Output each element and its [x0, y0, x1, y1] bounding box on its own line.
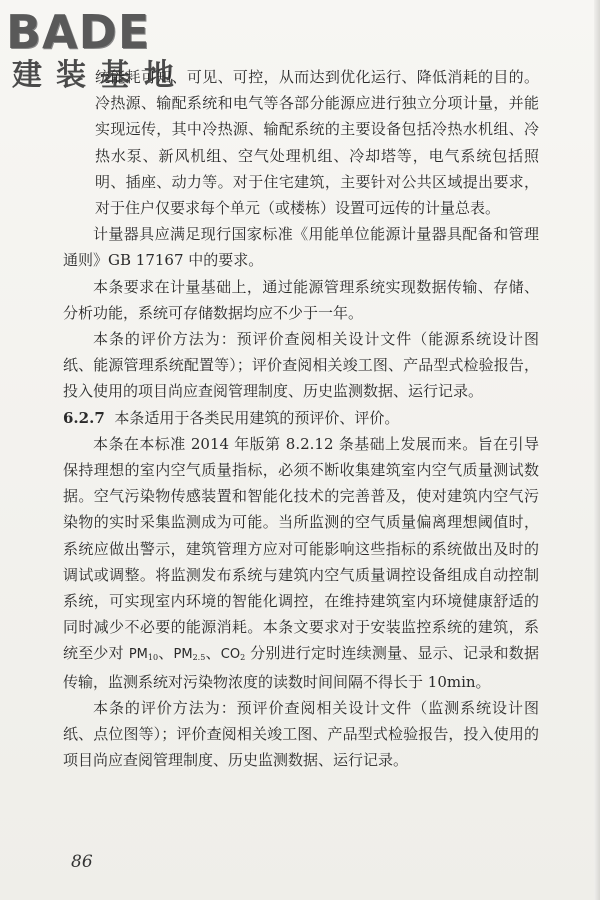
co2-base: CO [220, 647, 241, 663]
section-heading [63, 405, 539, 431]
logo-subtitle: 建装基地 [12, 58, 188, 93]
pm10-base: PM [128, 647, 148, 663]
paragraph-evaluation-method-1: 本条的评价方法为：预评价查阅相关设计文件（能源系统设计图纸、能源管理系统配置等）；评价查阅相关竣工图、产品型式检验报告，投入使用的项目尚应查阅管理制度、历史监测数据、运行记录。 [63, 330, 539, 401]
co2-subscript: 2 [240, 653, 246, 663]
section-number: 6.2.7 [63, 408, 105, 427]
paragraph-air-quality [63, 431, 539, 695]
paragraph-continued: 统能耗可知、可见、可控，从而达到优化运行、降低消耗的目的。冷热源、输配系统和电气等各部分能源应进行独立分项计量，并能实现远传，其中冷热源、输配系统的主要设备包括冷热水机组、冷热水泵、新风机组、空气处理机组、冷却塔等，电气系统包括照明、插座、动力等。对于住宅建筑，主要针对公共区域提出要求，对于住户仅要求每个单元（或楼栋）设置可远传的计量总表。 [95, 68, 539, 218]
paragraph-meter-standard: 计量器具应满足现行国家标准《用能单位能源计量器具配备和管理通则》GB 17167 中的要求。 [63, 225, 539, 270]
paragraph-energy-management: 本条要求在计量基础上，通过能源管理系统实现数据传输、存储、分析功能，系统可存储数据均应不少于一年。 [63, 277, 539, 322]
pm25-subscript: 2.5 [192, 653, 206, 663]
pm25-base: PM [173, 647, 193, 663]
pm10-subscript: 10 [147, 653, 159, 663]
section-text: 本条适用于各类民用建筑的预评价、评价。 [114, 408, 400, 427]
air-quality-text-a: 本条在本标准 2014 年版第 8.2.12 条基础上发展而来。旨在引导保持理想的室内空气质量指标，必须不断收集建筑室内空气质量测试数据。空气污染物传感装置和智能化技术的完善普及，使对建筑内空气污染物的实时采集监测成为可能。当所监测的空气质量偏离理想阈值时，系统应做出警示，建筑管理方应对可能影响这些指标的系统做出及时的调试或调整。将监测发布系统与建筑内空气质量调控设备组成自动控制系统，可实现室内环境的智能化调控，在维持建筑室内环境健康舒适的同时减少不必要的能源消耗。本条文要求对于安装监控系统的建筑，系统至少对 [63, 434, 539, 663]
paragraph-evaluation-method-2: 本条的评价方法为：预评价查阅相关设计文件（监测系统设计图纸、点位图等）；评价查阅相关竣工图、产品型式检验报告，投入使用的项目尚应查阅管理制度、历史监测数据、运行记录。 [63, 698, 539, 770]
page-edge-shadow [594, 0, 600, 900]
separator-1: 、 [158, 644, 174, 663]
separator-2: 、 [205, 644, 221, 663]
air-quality-text-b: 分别进行定时连续测量、显示、记录和数据传输，监测系统对污染物浓度的读数时间间隔不得长于 10min。 [63, 644, 539, 691]
page-number: 86 [71, 852, 93, 872]
body-text [63, 64, 539, 773]
logo-brand: BADE [6, 5, 151, 59]
